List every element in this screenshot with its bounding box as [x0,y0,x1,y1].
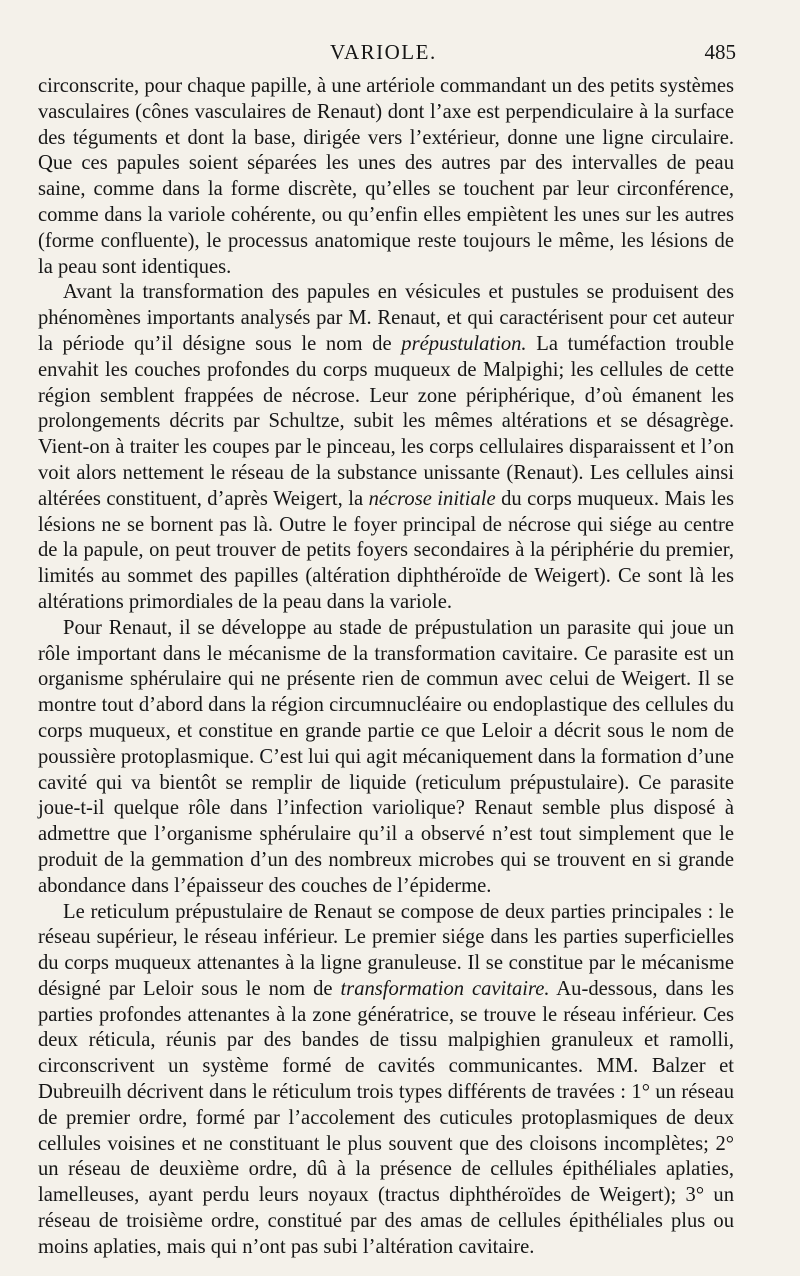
paragraph-text: Avant la transformation des papules en vésicules et pustules se produisent des phénomènes importants analysés par M. Renaut, et qui caractérisent pour cet auteur la période qu’il désigne sous le nom de [38,281,734,355]
page-number: 485 [704,40,736,64]
paragraph-text: du corps muqueux. Mais les lésions ne se bornent pas là. Outre le foyer principal de nécrose qui siége au centre de la papule, on peut trouver de petits foyers secondaires à la périphérie du premier, limités au sommet des papilles (altération diphthéroïde de Weigert). Ce sont là les altérations primordiales de la peau dans la variole. [38,487,734,613]
paragraph-text: Au-dessous, dans les parties profondes attenantes à la zone génératrice, se trouve le réseau inférieur. Ces deux réticula, réunis par des bandes de tissu malpighien granuleux et ramolli, circonscrivent un système formé de cavités communicantes. MM. Balzer et Dubreuilh décrivent dans le réticulum trois types différents de travées : 1° un réseau de premier ordre, formé par l’accolement des cuticules protoplasmiques de deux cellules voisines et ne constituant le plus souvent que des cloisons incomplètes; 2° un réseau de deuxième ordre, dû à la présence de cellules épithéliales aplaties, lamelleuses, ayant perdu leurs noyaux (tractus diphthéroïdes de Weigert); 3° un réseau de troisième ordre, constitué par des amas de cellules épithéliales plus ou moins aplaties, mais qui n’ont pas subi l’altération cavitaire. [38,977,735,1258]
italic-term: nécrose initiale [368,487,496,510]
page-header [0,40,800,76]
paragraph-text: Pour Renaut, il se développe au stade de prépustulation un parasite qui joue un rôle important dans le mécanisme de la transformation cavitaire. Ce parasite est un organisme sphérulaire qui ne présente rien de commun avec celui de Weigert. Il se montre tout d’abord dans la région circumnucléaire ou endoplastique des cellules du corps muqueux, et constitue en grande partie ce que Leloir a décrit sous le nom de poussière protoplasmique. C’est lui qui agit mécaniquement dans la formation d’une cavité qui va bientôt se remplir de liquide (reticulum prépustulaire). Ce parasite joue-t-il quelque rôle dans l’infection variolique? Renaut semble plus disposé à admettre que l’organisme sphérulaire qu’il a observé n’est tout simplement que le produit de la gemmation d’un des nombreux microbes qui se trouvent en si grande abondance dans l’épaisseur des couches de l’épiderme. [38,616,735,897]
paragraph-1 [38,74,734,280]
paragraph-text: La tuméfaction trouble envahit les couches profondes du corps muqueux de Malpighi; les cellules de cette région semblent frappées de nécrose. Leur zone périphérique, d’où émanent les prolongements décrits par Schultze, subit les mêmes altérations et se désagrège. Vient-on à traiter les coupes par le pinceau, les corps cellulaires disparaissent et l’on voit alors nettement le réseau de la substance unissante (Renaut). Les cellules ainsi altérées constituent, d’après Weigert, la [38,332,734,510]
paragraph-3 [38,616,734,900]
running-title: VARIOLE. [330,40,437,64]
body-text [38,74,734,1261]
italic-term: transformation cavitaire. [340,977,550,1000]
paragraph-4 [38,900,734,1261]
paragraph-2 [38,280,734,615]
italic-term: prépustulation. [401,332,527,355]
paragraph-text: circonscrite, pour chaque papille, à une artériole commandant un des petits systèmes vasculaires (cônes vasculaires de Renaut) dont l’axe est perpendiculaire à la surface des téguments et dont la base, dirigée vers l’extérieur, donne une ligne circulaire. Que ces papules soient séparées les unes des autres par des intervalles de peau saine, comme dans la forme discrète, qu’elles se touchent par leur circonférence, comme dans la variole cohérente, ou qu’enfin elles empiètent les unes sur les autres (forme confluente), le processus anatomique reste toujours le même, les lésions de la peau sont identiques. [38,75,734,278]
paragraph-text: Le reticulum prépustulaire de Renaut se compose de deux parties principales : le réseau supérieur, le réseau inférieur. Le premier siége dans les parties superficielles du corps muqueux attenantes à la ligne granuleuse. Il se constitue par le mécanisme désigné par Leloir sous le nom de [38,900,734,1000]
